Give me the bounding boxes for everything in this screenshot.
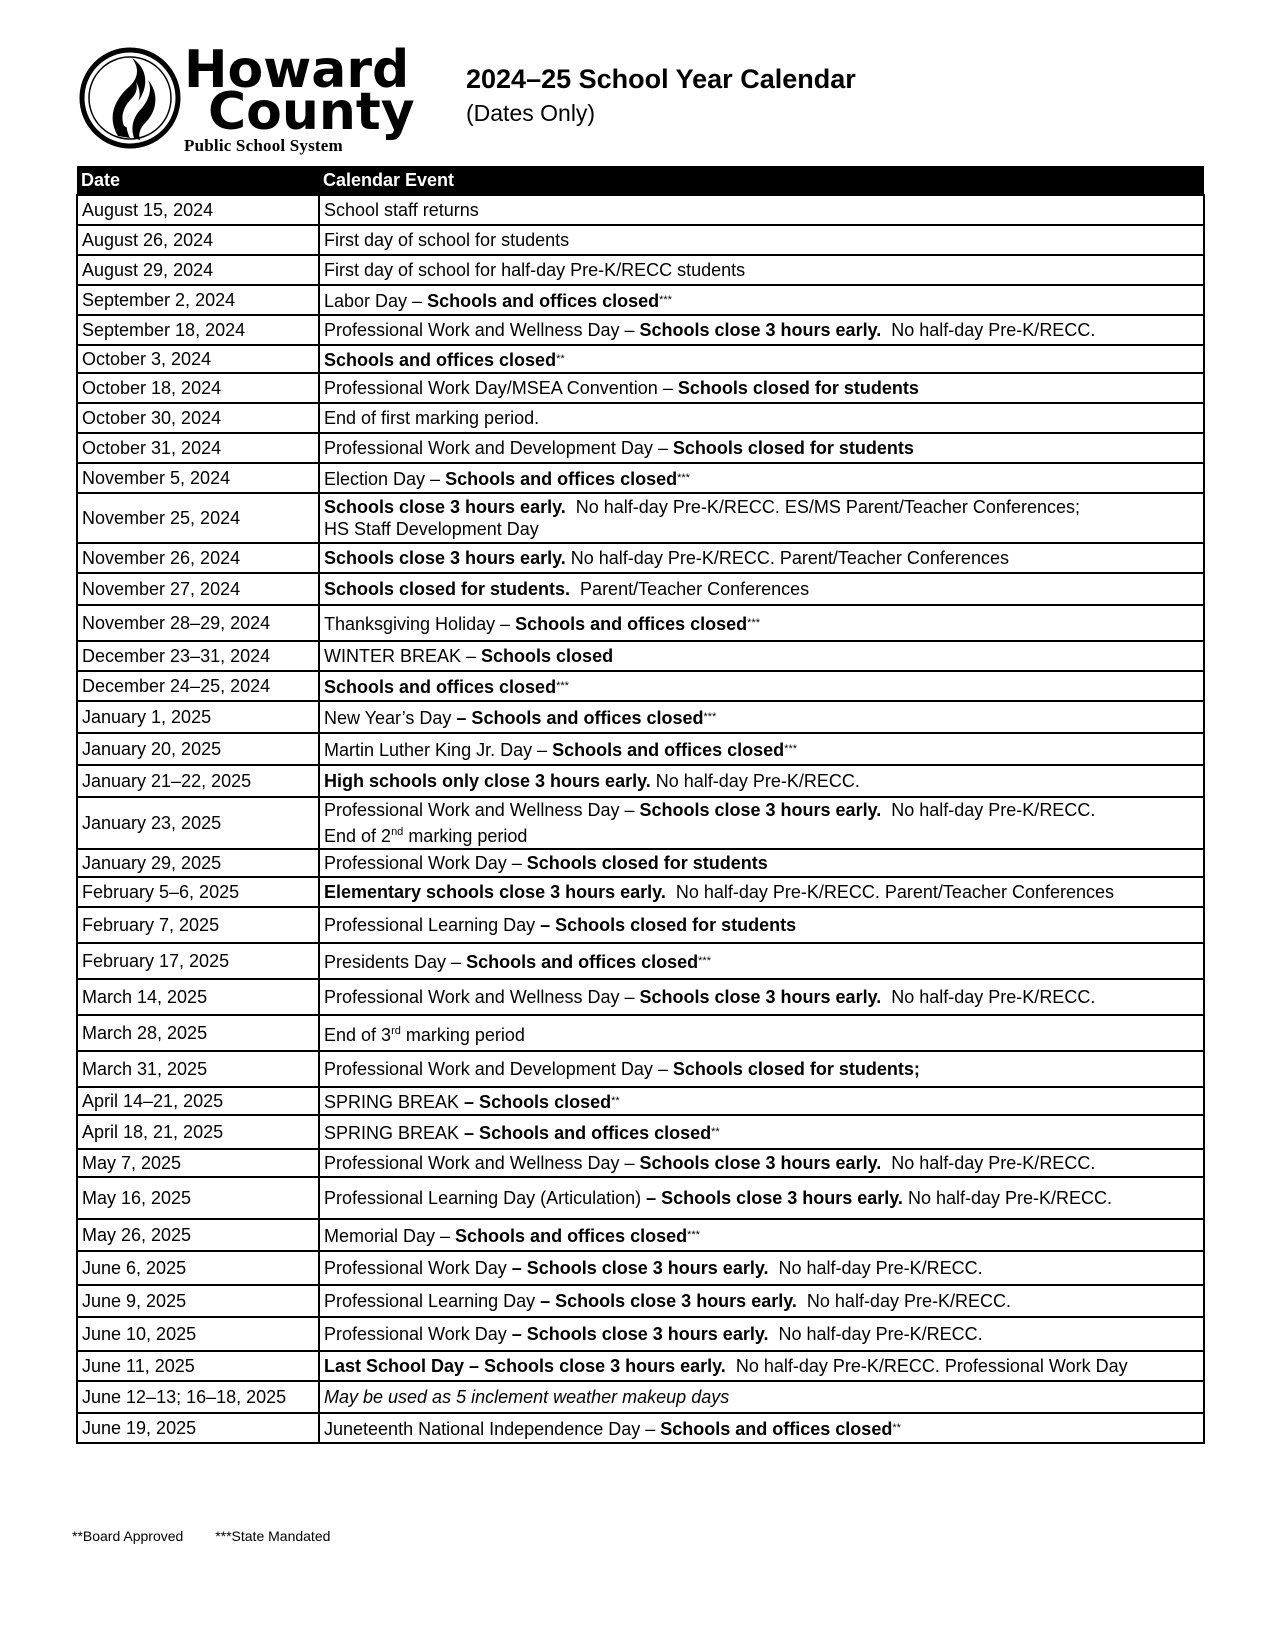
table-row: [77, 1413, 1204, 1443]
event-text: Schools closed for students: [677, 378, 919, 398]
event-text: – Schools close 3 hours early.: [511, 1258, 769, 1278]
row-event: [319, 1149, 1204, 1177]
row-event: [319, 345, 1204, 373]
footnotes: [72, 1528, 358, 1544]
row-date: June 6, 2025: [77, 1251, 319, 1285]
page-title: 2024–25 School Year Calendar: [466, 64, 856, 94]
event-text: Schools closed for students;: [672, 1059, 920, 1079]
table-row: [77, 1251, 1204, 1285]
row-event: [319, 907, 1204, 943]
event-text: Parent/Teacher Conferences: [570, 579, 810, 599]
event-text: Last School Day – Schools close 3 hours early.: [324, 1356, 726, 1376]
logo-subtitle: Public School System: [184, 136, 343, 155]
table-row: [77, 573, 1204, 605]
event-text: Juneteenth National Independence Day –: [324, 1418, 661, 1439]
event-text: High schools only close 3 hours early.: [324, 771, 651, 791]
row-date: January 20, 2025: [77, 733, 319, 765]
event-text: Schools close 3 hours early.: [324, 548, 566, 568]
event-text: SPRING BREAK: [324, 1091, 465, 1112]
row-event: [319, 641, 1204, 671]
event-text: Professional Work and Development Day –: [324, 438, 673, 458]
table-row: [77, 225, 1204, 255]
row-date: April 18, 21, 2025: [77, 1115, 319, 1149]
row-date: May 16, 2025: [77, 1177, 319, 1219]
event-text: Schools closed for students: [526, 853, 768, 873]
footnote-marker: ***: [747, 616, 761, 629]
logo-word-county: County: [208, 82, 415, 142]
table-row: [77, 797, 1204, 849]
event-text: Professional Work Day: [324, 1258, 512, 1278]
event-text: Schools and offices closed: [455, 1225, 688, 1246]
row-event: [319, 1087, 1204, 1115]
table-row: [77, 1051, 1204, 1087]
row-event: [319, 225, 1204, 255]
table-row: [77, 1177, 1204, 1219]
ordinal-suffix: rd: [391, 1025, 401, 1037]
row-event: [319, 849, 1204, 877]
row-date: October 18, 2024: [77, 373, 319, 403]
table-row: [77, 1285, 1204, 1317]
row-event: [319, 463, 1204, 493]
event-text: No half-day Pre-K/RECC. Professional Work Day: [725, 1356, 1128, 1376]
event-text: marking period: [400, 1025, 525, 1045]
row-event: [319, 1351, 1204, 1381]
event-text: Schools closed for students.: [324, 579, 571, 599]
table-row: [77, 733, 1204, 765]
row-date: November 5, 2024: [77, 463, 319, 493]
row-event: [319, 1177, 1204, 1219]
row-date: February 17, 2025: [77, 943, 319, 979]
row-event: [319, 1251, 1204, 1285]
row-date: November 26, 2024: [77, 543, 319, 573]
row-event: [319, 373, 1204, 403]
row-date: June 10, 2025: [77, 1317, 319, 1351]
event-text: Thanksgiving Holiday –: [324, 613, 516, 634]
row-date: October 31, 2024: [77, 433, 319, 463]
howard-county-logo: [78, 42, 438, 160]
row-date: November 25, 2024: [77, 493, 319, 543]
row-date: May 26, 2025: [77, 1219, 319, 1251]
table-row: [77, 849, 1204, 877]
event-text: – Schools close 3 hours early.: [511, 1324, 769, 1344]
row-date: August 29, 2024: [77, 255, 319, 285]
event-text: End of first marking period.: [324, 408, 540, 428]
event-text: School staff returns: [324, 200, 479, 220]
event-text: Professional Work and Wellness Day –: [324, 320, 640, 340]
page-subtitle: (Dates Only): [466, 100, 596, 126]
table-row: [77, 315, 1204, 345]
table-row: [77, 255, 1204, 285]
table-row: [77, 345, 1204, 373]
calendar-rows: [77, 195, 1204, 1443]
event-text: Professional Work Day: [324, 1324, 512, 1344]
footnote-marker: ***: [677, 471, 690, 484]
event-text: Presidents Day –: [324, 951, 467, 972]
row-event: [319, 1413, 1204, 1443]
row-event: [319, 285, 1204, 315]
row-date: September 18, 2024: [77, 315, 319, 345]
table-row: [77, 1317, 1204, 1351]
footnote-marker: ***: [784, 742, 798, 755]
table-row: [77, 943, 1204, 979]
footnote-marker: ***: [556, 679, 569, 692]
table-header-row: [77, 166, 1204, 195]
event-text: No half-day Pre-K/RECC.: [881, 987, 1096, 1007]
event-text: Schools closed for students: [672, 438, 914, 458]
event-text: Professional Work Day/MSEA Convention –: [324, 378, 678, 398]
column-header-event: Calendar Event: [319, 166, 1204, 195]
row-date: April 14–21, 2025: [77, 1087, 319, 1115]
row-date: December 23–31, 2024: [77, 641, 319, 671]
row-event: [319, 1015, 1204, 1051]
event-text: No half-day Pre-K/RECC.: [902, 1188, 1113, 1208]
event-text: Schools and offices closed: [515, 613, 748, 634]
row-event: [319, 797, 1204, 849]
row-event: [319, 403, 1204, 433]
event-text: Schools and offices closed: [466, 951, 699, 972]
event-text: Professional Work and Wellness Day –: [324, 800, 640, 820]
table-row: [77, 285, 1204, 315]
table-row: [77, 195, 1204, 225]
table-row: [77, 979, 1204, 1015]
event-text: – Schools closed for students: [540, 915, 797, 935]
row-event: [319, 433, 1204, 463]
event-text: – Schools close 3 hours early.: [540, 1291, 797, 1311]
row-date: November 27, 2024: [77, 573, 319, 605]
event-text: Schools close 3 hours early.: [639, 987, 882, 1007]
footnote-marker: **: [556, 352, 565, 365]
row-date: August 26, 2024: [77, 225, 319, 255]
row-event: [319, 543, 1204, 573]
event-text: WINTER BREAK –: [324, 646, 482, 666]
row-date: January 23, 2025: [77, 797, 319, 849]
table-row: [77, 1087, 1204, 1115]
row-date: August 15, 2024: [77, 195, 319, 225]
row-date: June 9, 2025: [77, 1285, 319, 1317]
event-text: Schools close 3 hours early.: [639, 320, 882, 340]
ordinal-suffix: nd: [391, 826, 404, 838]
event-text: Schools close 3 hours early.: [324, 497, 566, 517]
logo-word-howard: Howard: [184, 40, 410, 100]
row-event: [319, 1285, 1204, 1317]
event-text: Professional Work and Wellness Day –: [324, 987, 640, 1007]
table-row: [77, 877, 1204, 907]
event-text: No half-day Pre-K/RECC. Parent/Teacher Conferences: [565, 548, 1009, 568]
row-event: [319, 493, 1204, 543]
event-text: No half-day Pre-K/RECC. ES/MS Parent/Teacher Conferences;: [565, 497, 1080, 517]
footnote-marker: ***: [659, 293, 672, 306]
event-text: End of 3: [324, 1025, 392, 1045]
row-event: [319, 671, 1204, 701]
table-row: [77, 493, 1204, 543]
event-text: Election Day –: [324, 468, 446, 489]
event-text: HS Staff Development Day: [324, 519, 539, 539]
table-row: [77, 605, 1204, 641]
row-date: March 14, 2025: [77, 979, 319, 1015]
row-event: [319, 195, 1204, 225]
event-text: No half-day Pre-K/RECC.: [796, 1291, 1011, 1311]
table-row: [77, 463, 1204, 493]
event-text: – Schools closed: [464, 1091, 612, 1112]
event-text: New Year’s Day: [324, 707, 457, 728]
event-text: Professional Work and Development Day –: [324, 1059, 673, 1079]
table-row: [77, 1381, 1204, 1413]
row-event: [319, 943, 1204, 979]
event-text: Martin Luther King Jr. Day –: [324, 739, 553, 760]
table-row: [77, 1115, 1204, 1149]
event-text: No half-day Pre-K/RECC.: [881, 1153, 1096, 1173]
row-date: May 7, 2025: [77, 1149, 319, 1177]
event-text: Labor Day –: [324, 290, 428, 311]
table-row: [77, 543, 1204, 573]
row-date: June 11, 2025: [77, 1351, 319, 1381]
event-text: First day of school for students: [324, 230, 570, 250]
table-row: [77, 1015, 1204, 1051]
calendar-table: [76, 166, 1205, 1444]
footnote-board-approved: **Board Approved: [72, 1528, 184, 1544]
page-header: [0, 0, 1275, 165]
row-event: [319, 315, 1204, 345]
row-event: [319, 573, 1204, 605]
row-event: [319, 1051, 1204, 1087]
flame-emblem-icon: [78, 46, 182, 150]
row-event: [319, 733, 1204, 765]
event-text: Elementary schools close 3 hours early.: [324, 882, 666, 902]
row-event: [319, 1317, 1204, 1351]
event-text: Schools and offices closed: [445, 468, 678, 489]
table-row: [77, 433, 1204, 463]
event-text: marking period: [403, 826, 528, 846]
row-date: November 28–29, 2024: [77, 605, 319, 641]
row-event: [319, 765, 1204, 797]
event-text: No half-day Pre-K/RECC.: [650, 771, 860, 791]
row-event: [319, 979, 1204, 1015]
table-row: [77, 1351, 1204, 1381]
event-text: – Schools close 3 hours early.: [646, 1188, 903, 1208]
event-text: No half-day Pre-K/RECC. Parent/Teacher Conferences: [665, 882, 1115, 902]
event-text: Schools closed: [481, 646, 614, 666]
event-text: Schools and offices closed: [427, 290, 660, 311]
row-event: [319, 1381, 1204, 1413]
row-date: October 3, 2024: [77, 345, 319, 373]
event-text: Schools and offices closed: [324, 349, 557, 370]
event-text: – Schools and offices closed: [464, 1122, 712, 1143]
event-text: First day of school for half-day Pre-K/RECC students: [324, 260, 746, 280]
footnote-state-mandated: ***State Mandated: [215, 1528, 331, 1544]
row-date: January 29, 2025: [77, 849, 319, 877]
row-event: [319, 255, 1204, 285]
event-text: Schools and offices closed: [660, 1418, 893, 1439]
event-text: No half-day Pre-K/RECC.: [768, 1324, 983, 1344]
footnote-marker: ***: [703, 710, 717, 723]
event-text: Professional Learning Day: [324, 915, 541, 935]
event-text: Schools close 3 hours early.: [639, 1153, 882, 1173]
event-text: Schools and offices closed: [552, 739, 785, 760]
event-text: Professional Learning Day: [324, 1291, 541, 1311]
event-text: Professional Learning Day (Articulation): [324, 1188, 647, 1208]
row-date: February 5–6, 2025: [77, 877, 319, 907]
footnote-marker: ***: [687, 1228, 700, 1241]
row-event: [319, 1219, 1204, 1251]
table-row: [77, 701, 1204, 733]
footnote-marker: ***: [698, 954, 711, 967]
event-text: SPRING BREAK: [324, 1122, 465, 1143]
table-row: [77, 1149, 1204, 1177]
event-text: No half-day Pre-K/RECC.: [768, 1258, 983, 1278]
column-header-date: Date: [77, 166, 319, 195]
row-date: March 31, 2025: [77, 1051, 319, 1087]
table-row: [77, 671, 1204, 701]
row-date: February 7, 2025: [77, 907, 319, 943]
row-date: September 2, 2024: [77, 285, 319, 315]
footnote-marker: **: [892, 1421, 901, 1434]
row-date: December 24–25, 2024: [77, 671, 319, 701]
footnote-marker: **: [711, 1125, 720, 1138]
event-text: – Schools and offices closed: [456, 707, 704, 728]
event-text: No half-day Pre-K/RECC.: [881, 320, 1096, 340]
table-row: [77, 403, 1204, 433]
event-text: Schools close 3 hours early.: [639, 800, 882, 820]
table-row: [77, 907, 1204, 943]
row-date: January 21–22, 2025: [77, 765, 319, 797]
row-event: [319, 1115, 1204, 1149]
event-text: Memorial Day –: [324, 1225, 456, 1246]
row-event: [319, 877, 1204, 907]
event-text: End of 2: [324, 826, 392, 846]
table-row: [77, 765, 1204, 797]
row-date: October 30, 2024: [77, 403, 319, 433]
table-row: [77, 1219, 1204, 1251]
row-date: June 19, 2025: [77, 1413, 319, 1443]
table-row: [77, 641, 1204, 671]
event-text: Professional Work and Wellness Day –: [324, 1153, 640, 1173]
row-date: June 12–13; 16–18, 2025: [77, 1381, 319, 1413]
event-text: Schools and offices closed: [324, 676, 557, 697]
table-row: [77, 373, 1204, 403]
event-text: No half-day Pre-K/RECC.: [881, 800, 1096, 820]
row-date: January 1, 2025: [77, 701, 319, 733]
event-text: May be used as 5 inclement weather makeup days: [324, 1387, 730, 1407]
row-event: [319, 701, 1204, 733]
row-date: March 28, 2025: [77, 1015, 319, 1051]
event-text: Professional Work Day –: [324, 853, 527, 873]
footnote-marker: **: [611, 1094, 620, 1107]
row-event: [319, 605, 1204, 641]
